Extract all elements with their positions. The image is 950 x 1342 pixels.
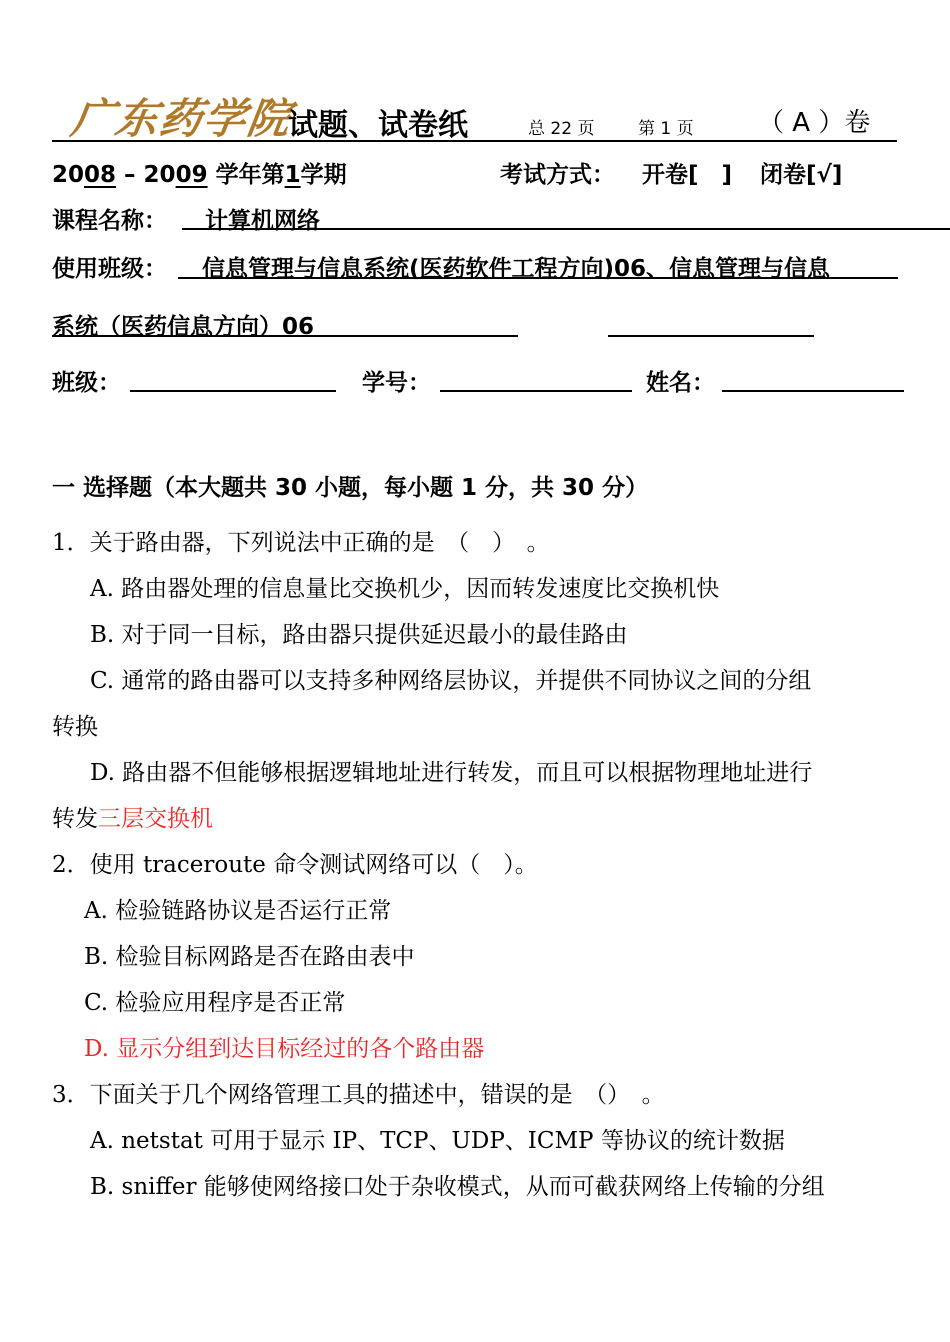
course-underline	[182, 228, 950, 230]
year-start: 08	[84, 162, 117, 188]
question-2-option-a: A. 检验链路协议是否运行正常	[84, 898, 392, 924]
page-number: 第 1 页	[638, 119, 694, 139]
question-3-option-a: A. netstat 可用于显示 IP、TCP、UDP、ICMP 等协议的统计数据	[90, 1128, 785, 1154]
term-label: 学期	[300, 162, 347, 188]
question-1-option-c: C. 通常的路由器可以支持多种网络层协议，并提供不同协议之间的分组	[90, 668, 812, 694]
answer-note: 三层交换机	[98, 806, 213, 832]
total-pages: 总 22 页	[528, 119, 595, 139]
question-1-stem: 1．关于路由器，下列说法中正确的是 （ ） 。	[52, 530, 550, 556]
question-1-option-c-cont: 转换	[52, 714, 98, 740]
year-prefix: 20	[52, 162, 85, 188]
course-label: 课程名称：	[52, 208, 167, 234]
student-name-label: 姓名：	[646, 370, 715, 396]
class-label: 使用班级：	[52, 256, 167, 282]
question-3-stem: 3．下面关于几个网络管理工具的描述中，错误的是 （） 。	[52, 1082, 665, 1108]
student-class-label: 班级：	[52, 370, 121, 396]
student-name-field	[722, 390, 904, 392]
question-2-option-c: C. 检验应用程序是否正常	[84, 990, 346, 1016]
course-name: 计算机网络	[205, 208, 320, 234]
exam-mode-label: 考试方式：	[500, 162, 615, 188]
paper-type: （ A ）卷	[758, 108, 871, 138]
student-id-field	[440, 390, 632, 392]
year-sep: – 20	[116, 162, 176, 188]
class-line-2: 系统（医药信息方向）06	[52, 314, 315, 340]
question-1-option-d: D. 路由器不但能够根据逻辑地址进行转发，而且可以根据物理地址进行	[90, 760, 813, 786]
open-book-option: 开卷[ ]	[642, 162, 733, 188]
question-1-option-d-cont	[52, 800, 213, 833]
closed-book-option: 闭卷[√]	[760, 162, 843, 188]
question-1-option-a: A. 路由器处理的信息量比交换机少，因而转发速度比交换机快	[90, 576, 720, 602]
year-label: 学年第	[207, 162, 285, 188]
extra-underline	[608, 335, 814, 337]
header-rule	[52, 140, 897, 142]
class-line-1: 信息管理与信息系统(医药软件工程方向)06、信息管理与信息	[202, 256, 831, 282]
class-underline-2	[52, 335, 518, 337]
term-number: 1	[284, 162, 301, 188]
question-3-option-b: B. sniffer 能够使网络接口处于杂收模式，从而可截获网络上传输的分组	[90, 1174, 825, 1200]
student-id-label: 学号：	[362, 370, 431, 396]
option-d-tail: 转发	[52, 806, 98, 832]
question-1-option-b: B. 对于同一目标，路由器只提供延迟最小的最佳路由	[90, 622, 628, 648]
question-2-option-b: B. 检验目标网路是否在路由表中	[84, 944, 415, 970]
question-2-option-d-answer: D. 显示分组到达目标经过的各个路由器	[84, 1036, 485, 1062]
exam-title: 试题、试卷纸	[288, 108, 468, 143]
question-2-stem: 2．使用 traceroute 命令测试网络可以（ ）。	[52, 852, 538, 878]
academic-year-line	[52, 156, 347, 189]
year-end: 09	[175, 162, 208, 188]
student-class-field	[130, 390, 336, 392]
section-title: 一 选择题（本大题共 30 小题，每小题 1 分，共 30 分）	[52, 475, 649, 501]
class-underline-1	[178, 277, 898, 279]
school-logo: 广东药学院	[68, 94, 296, 143]
